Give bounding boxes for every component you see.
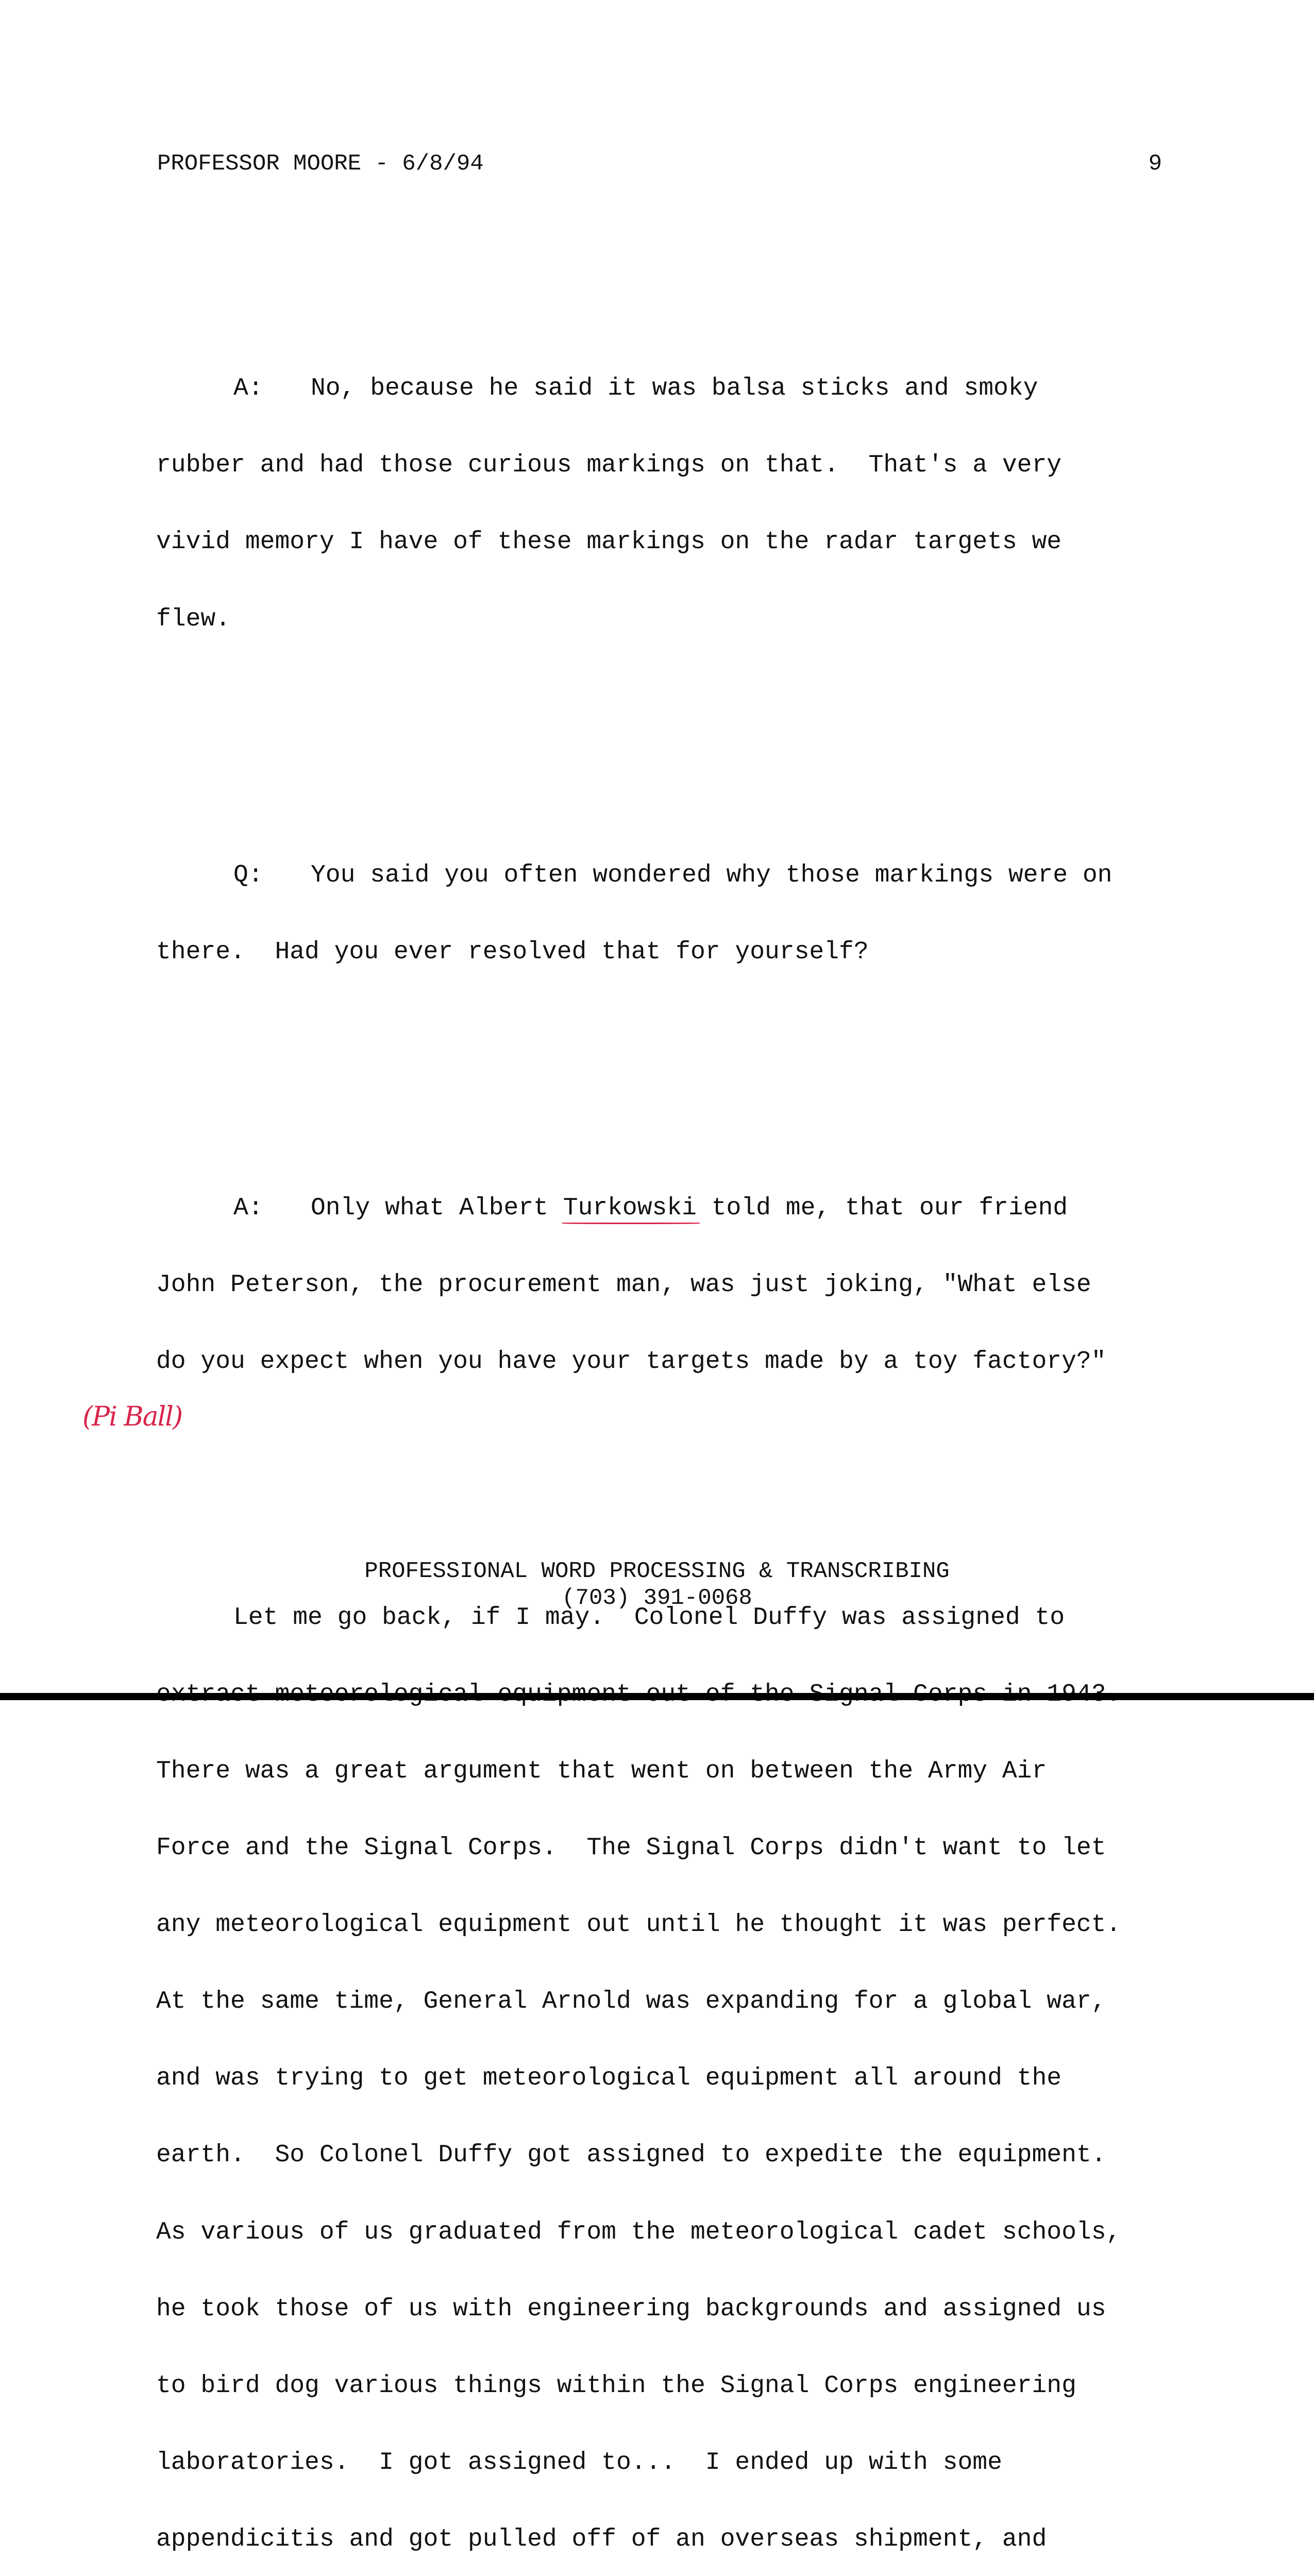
text-line: there. Had you ever resolved that for yourself?: [156, 938, 869, 966]
paragraph: [156, 811, 1166, 1016]
text-line: any meteorological equipment out until he thought it was perfect.: [156, 1911, 1121, 1939]
text-line: to bird dog various things within the Signal Corps engineering: [156, 2371, 1076, 2400]
text-line: rubber and had those curious markings on that. That's a very: [156, 451, 1062, 480]
text-line: [156, 863, 1166, 889]
header-title: PROFESSOR MOORE - 6/8/94: [157, 151, 484, 177]
text-line: There was a great argument that went on between the Army Air: [156, 1757, 1047, 1785]
line-text-tail: told me, that our friend: [696, 1194, 1068, 1222]
scan-edge-bar: [0, 1693, 1314, 1700]
line-text: You said you often wondered why those markings were on: [311, 861, 1113, 889]
text-line: laboratories. I got assigned to... I ended up with some: [156, 2448, 1002, 2477]
text-line: and was trying to get meteorological equipment all around the: [156, 2064, 1062, 2093]
text-line: do you expect when you have your targets made by a toy factory?": [156, 1347, 1106, 1376]
text-line: At the same time, General Arnold was expanding for a global war,: [156, 1988, 1106, 2016]
paragraph: [156, 325, 1166, 684]
paragraph: [156, 1144, 1166, 1426]
page-number: 9: [1148, 151, 1162, 177]
speaker-label: Q:: [233, 861, 263, 889]
paragraph: [156, 1554, 1166, 2576]
underlined-name: Turkowski: [563, 1194, 697, 1222]
text-line: John Peterson, the procurement man, was just joking, "What else: [156, 1270, 1091, 1299]
speaker-label: A:: [233, 375, 263, 403]
handwritten-margin-note: (Pi Ball): [82, 1401, 182, 1432]
text-line: vivid memory I have of these markings on the radar targets we: [156, 528, 1062, 556]
text-line: As various of us graduated from the meteorological cadet schools,: [156, 2218, 1121, 2246]
line-text: Only what Albert: [311, 1194, 563, 1222]
text-line: [156, 1196, 1166, 1222]
text-line: flew.: [156, 605, 231, 633]
footer-phone: (703) 391-0068: [562, 1585, 752, 1611]
text-line: he took those of us with engineering backgrounds and assigned us: [156, 2295, 1106, 2323]
footer-company: PROFESSIONAL WORD PROCESSING & TRANSCRIBING: [364, 1558, 950, 1584]
text-line: [156, 376, 1166, 402]
page-footer: [0, 1558, 1314, 1612]
speaker-label: A:: [233, 1194, 263, 1222]
text-line: appendicitis and got pulled off of an overseas shipment, and: [156, 2525, 1047, 2553]
text-line: Force and the Signal Corps. The Signal Corps didn't want to let: [156, 1834, 1106, 1862]
text-line: earth. So Colonel Duffy got assigned to expedite the equipment.: [156, 2141, 1106, 2170]
line-text: Let me go back, if I may. Colonel Duffy was assigned to: [233, 1603, 1065, 1632]
line-text: No, because he said it was balsa sticks and smoky: [311, 375, 1038, 403]
transcript-body: [156, 223, 1166, 2576]
